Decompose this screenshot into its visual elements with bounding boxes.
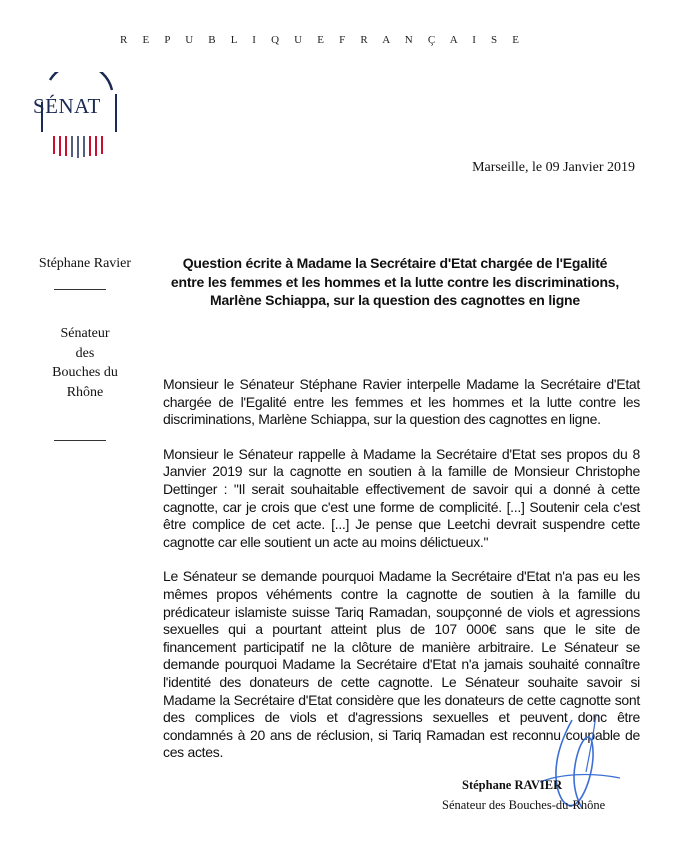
subject-line: Marlène Schiappa, sur la question des cagnottes en ligne <box>209 292 580 308</box>
signature-name: Stéphane RAVIER <box>462 778 563 792</box>
signature-title: Sénateur des Bouches-du-Rhône <box>442 798 606 812</box>
sender-role <box>10 324 160 402</box>
subject-heading <box>150 254 640 310</box>
body-paragraph: Monsieur le Sénateur rappelle à Madame la Secrétaire d'Etat ses propos du 8 Janvier 2019 sur la cagnotte en soutien à la famille de Monsieur Christophe Dettinger : "Il serait souhaitable effectivement de savoir qui a donné à cette cagnotte, car je crois que c'est une forme de complicité. [...] Soutenir cela c'est être complice de cet acte. [...] Je pense que Leetchi devrait suspendre cette cagnotte car elle soutient un acte au moins délictueux." <box>163 445 640 550</box>
sender-role-line: Rhône <box>66 384 104 400</box>
sender-role-line: Sénateur <box>60 326 110 341</box>
sender-name: Stéphane Ravier <box>38 256 132 271</box>
sender-role-line: Bouches du <box>52 365 118 380</box>
sender-role-line: des <box>75 345 95 361</box>
place-date: Marseille, le 09 Janvier 2019 <box>472 160 635 175</box>
senat-logo-text: SÉNAT <box>33 94 101 118</box>
body-paragraph: Monsieur le Sénateur Stéphane Ravier interpelle Madame la Secrétaire d'Etat chargée de l'Egalité entre les femmes et les hommes et la lutte contre les discriminations, Marlène Schiappa, sur la question des cagnottes en ligne. <box>163 376 640 428</box>
subject-line: entre les femmes et les hommes et la lutte contre les discriminations, <box>170 273 620 290</box>
body-paragraph: Le Sénateur se demande pourquoi Madame la Secrétaire d'Etat n'a pas eu les mêmes propos véhéments contre la cagnotte de soutien à la famille du prédicateur islamiste suisse Tariq Ramadan, soupçonné de viols et agressions sexuelles qui a pourtant atteint plus de 107 000€ sans que le site de financement participatif ne la clôture de manière arbitraire. Le Sénateur se demande pourquoi Madame la Secrétaire d'Etat n'a jamais souhaité connaître l'identité des donateurs de cette cagnotte. Le Sénateur souhaite savoir si Madame la Secrétaire d'Etat considère que les donateurs de cette cagnotte sont des complices de viols et d'agressions sexuelles et peuvent donc être condamnés à 20 ans de réclusion, si Tariq Ramadan est reconnu coupable de ces actes. <box>163 568 640 761</box>
republique-francaise-header: R E P U B L I Q U E F R A N Ç A I S E <box>120 34 526 46</box>
separator-line <box>54 440 106 441</box>
subject-line: Question écrite à Madame la Secrétaire d'Etat chargée de l'Egalité <box>182 255 608 271</box>
separator-line <box>54 289 106 290</box>
